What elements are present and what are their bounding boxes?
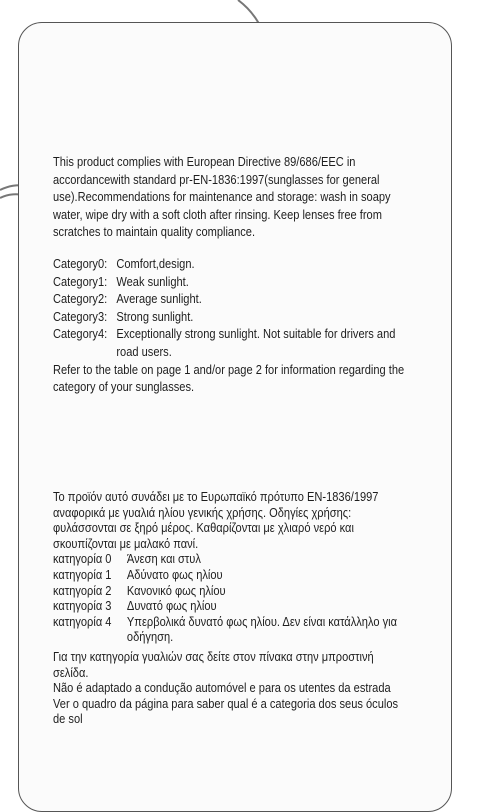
greek-category-list <box>53 552 405 646</box>
category-label: κατηγορία 0 <box>53 552 112 567</box>
portuguese-text: Não é adaptado a condução automóvel e para os utentes da estrada Ver o quadro da página para saber qual é a categoria dos seus óculos de sol <box>53 681 399 727</box>
category-row <box>53 552 405 568</box>
category-description: Strong sunlight. <box>116 309 194 324</box>
category-label: κατηγορία 2 <box>53 583 112 598</box>
category-row <box>53 291 405 309</box>
category-description: Average sunlight. <box>116 292 202 307</box>
category-description: Δυνατό φως ηλίου <box>126 599 217 614</box>
category-label: κατηγορία 4 <box>53 614 112 629</box>
category-label: Category0: <box>53 256 108 271</box>
english-section <box>53 154 405 397</box>
category-label: Category4: <box>53 327 108 342</box>
category-description: Exceptionally strong sunlight. Not suitable for drivers and road users. <box>116 327 396 359</box>
category-label: Category2: <box>53 292 108 307</box>
category-label: κατηγορία 1 <box>53 567 112 582</box>
category-description: Κανονικό φως ηλίου <box>126 583 226 598</box>
category-description: Άνεση και στυλ <box>126 552 201 567</box>
category-description: Αδύνατο φως ηλίου <box>126 567 223 582</box>
category-row <box>53 599 405 615</box>
category-label: Category1: <box>53 274 108 289</box>
english-refer-text: Refer to the table on page 1 and/or page 2 for information regarding the category of your sunglasses. <box>53 362 405 395</box>
greek-refer-text: Για την κατηγορία γυαλιών σας δείτε στον πίνακα στην μπροστινή σελίδα. <box>53 649 374 680</box>
category-row <box>53 326 405 361</box>
category-row <box>53 256 405 274</box>
category-description: Υπερβολικά δυνατό φως ηλίου. Δεν είναι κατάλληλο για οδήγηση. <box>126 614 397 645</box>
english-category-list <box>53 256 405 362</box>
category-row <box>53 615 405 646</box>
greek-section <box>53 490 405 728</box>
category-description: Weak sunlight. <box>116 274 189 289</box>
category-row <box>53 309 405 327</box>
greek-compliance-text: Το προϊόν αυτό συνάδει με το Ευρωπαϊκό πρότυπο EN-1836/1997 αναφορικά με γυαλιά ηλίου γενικής χρήσης. Οδηγίες χρήσης: φυλάσσονται σε ξηρό μέρος. Καθαρίζονται με χλιαρό νερό και σκουπίζονται με μαλακό πανί. <box>53 490 379 551</box>
category-row <box>53 568 405 584</box>
category-row <box>53 584 405 600</box>
english-compliance-text: This product complies with European Directive 89/686/EEC in accordancewith standard pr-EN-1836:1997(sunglasses for general use).Recommendations for maintenance and storage: wash in soapy water, wipe dry with a soft cloth after rinsing. Keep lenses free from scratches to maintain quality compliance. <box>53 155 391 240</box>
category-row <box>53 274 405 292</box>
category-label: Category3: <box>53 309 108 324</box>
category-description: Comfort,design. <box>116 256 195 271</box>
category-label: κατηγορία 3 <box>53 599 112 614</box>
